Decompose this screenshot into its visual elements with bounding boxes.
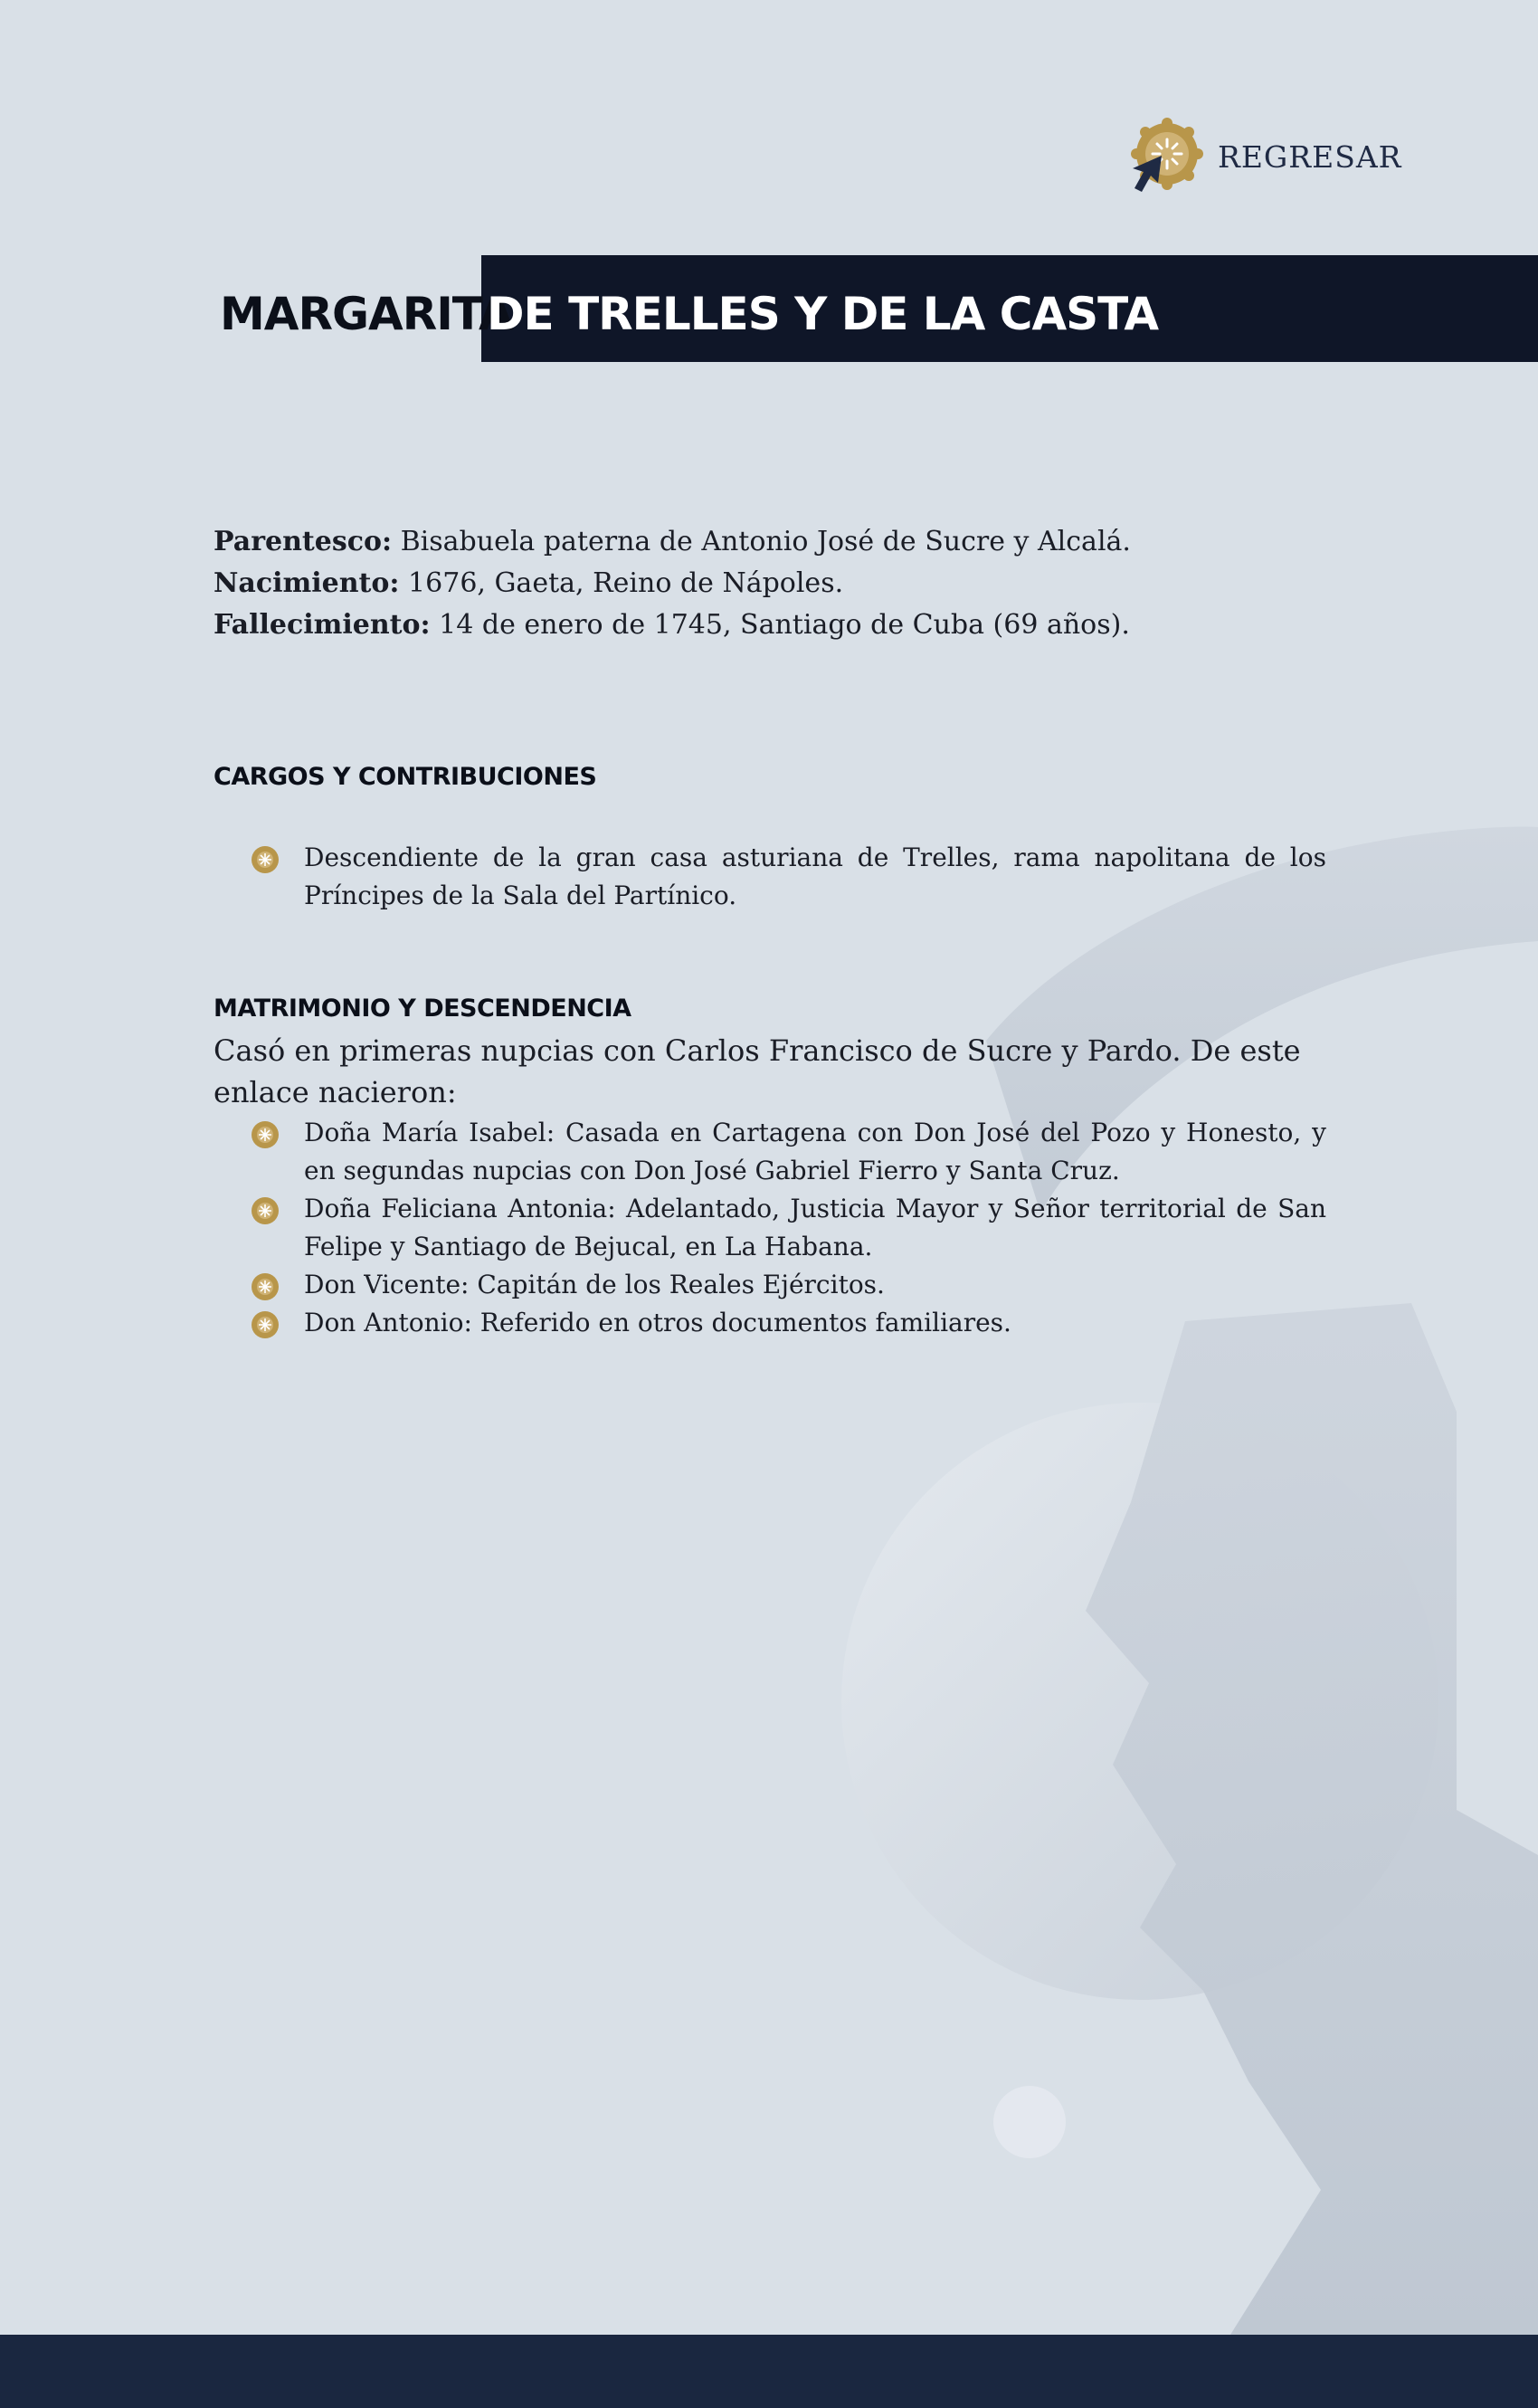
title-first-name: MARGARITA	[220, 288, 513, 340]
list-item	[214, 1190, 1326, 1266]
facts-block	[214, 521, 1335, 646]
fact-value: 1676, Gaeta, Reino de Nápoles.	[399, 567, 844, 599]
list-item-text: Doña María Isabel: Casada en Cartagena con Don José del Pozo y Honesto, y en segundas nupcias con Don José Gabriel Fierro y Santa Cruz.	[304, 1118, 1326, 1185]
list-item	[214, 1114, 1326, 1190]
section-heading-matrimonio: MATRIMONIO Y DESCENDENCIA	[214, 995, 631, 1023]
title-surnames: DE TRELLES Y DE LA CASTA	[487, 288, 1159, 340]
list-item-text: Doña Feliciana Antonia: Adelantado, Justicia Mayor y Señor territorial de San Felipe y Santiago de Bejucal, en La Habana.	[304, 1194, 1326, 1261]
fact-label: Nacimiento:	[214, 567, 400, 599]
gold-seal-bullet-icon	[250, 844, 280, 875]
fact-parentesco	[214, 521, 1335, 563]
section-heading-cargos: CARGOS Y CONTRIBUCIONES	[214, 763, 597, 791]
gold-seal-bullet-icon	[250, 1119, 280, 1150]
fact-nacimiento	[214, 563, 1335, 604]
fact-label: Fallecimiento:	[214, 609, 431, 641]
gold-seal-cursor-icon	[1122, 116, 1203, 197]
list-item-text: Don Vicente: Capitán de los Reales Ejércitos.	[304, 1270, 885, 1299]
back-label: REGRESAR	[1218, 138, 1402, 175]
cargos-list	[214, 839, 1326, 915]
list-item-text: Descendiente de la gran casa asturiana de Trelles, rama napolitana de los Príncipes de la Sala del Partínico.	[304, 842, 1326, 910]
descendencia-list	[214, 1114, 1326, 1342]
fact-value: Bisabuela paterna de Antonio José de Sucre y Alcalá.	[392, 526, 1131, 557]
back-link[interactable]	[1122, 116, 1402, 197]
footer-bar	[0, 2335, 1538, 2408]
fact-label: Parentesco:	[214, 526, 393, 557]
list-item-text: Don Antonio: Referido en otros documentos familiares.	[304, 1308, 1011, 1337]
list-item	[214, 1304, 1326, 1342]
matrimonio-intro: Casó en primeras nupcias con Carlos Francisco de Sucre y Pardo. De este enlace nacieron:	[214, 1033, 1301, 1109]
fact-fallecimiento	[214, 604, 1335, 646]
list-item	[214, 839, 1326, 915]
gold-seal-bullet-icon	[250, 1271, 280, 1302]
gold-seal-bullet-icon	[250, 1309, 280, 1340]
fact-value: 14 de enero de 1745, Santiago de Cuba (69 años).	[430, 609, 1130, 641]
list-item	[214, 1266, 1326, 1304]
gold-seal-bullet-icon	[250, 1195, 280, 1226]
